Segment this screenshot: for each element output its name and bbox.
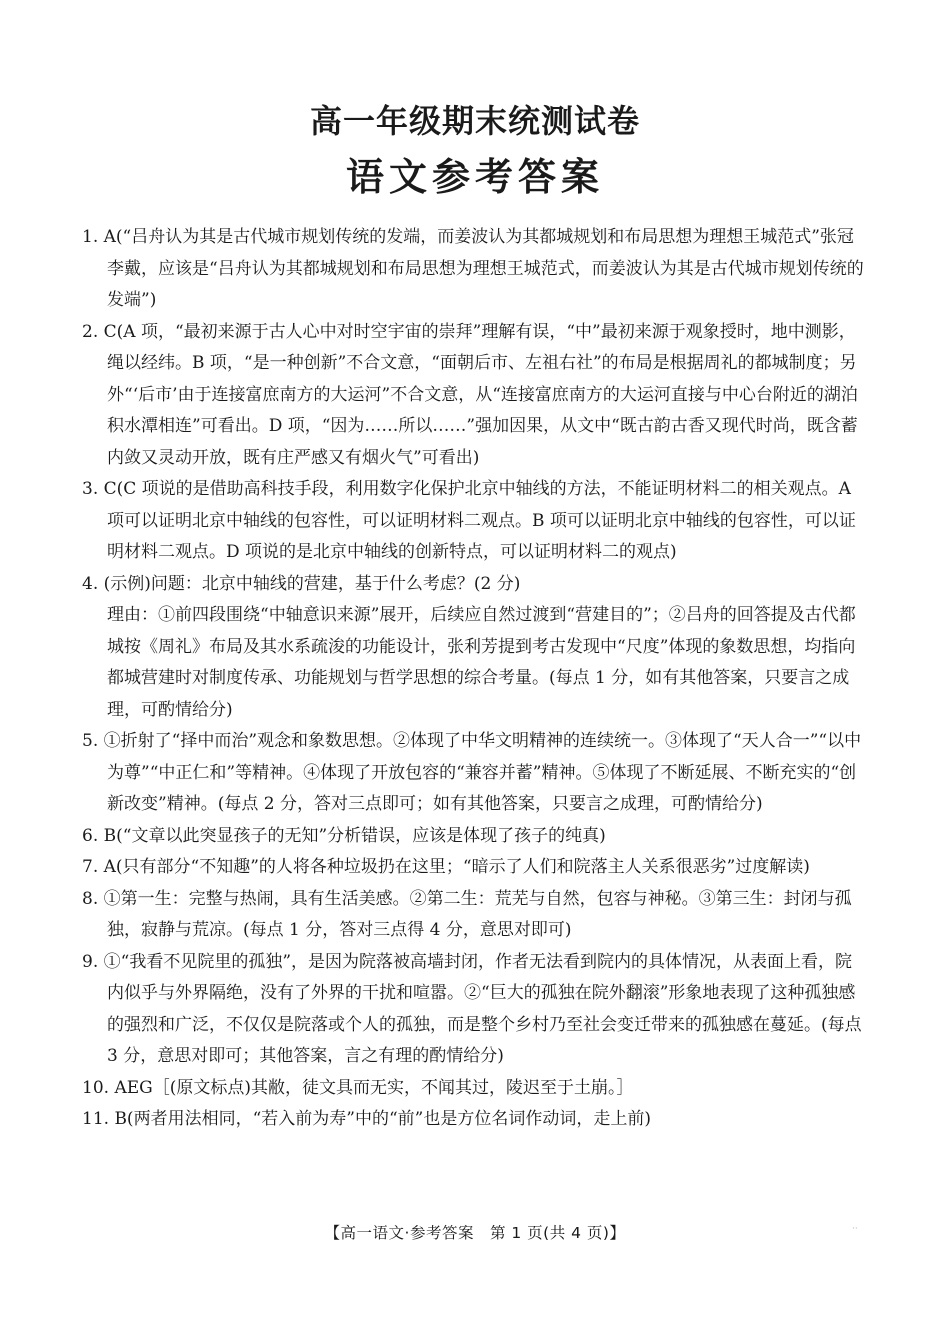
answer-item-8: 8. ①第一生：完整与热闹，具有生活美感。②第二生：荒芜与自然，包容与神秘。③第三生：封闭与孤独，寂静与荒凉。(每点 1 分，答对三点得 4 分，意思对即可): [82, 888, 852, 940]
page-title: 高一年级期末统测试卷: [309, 102, 640, 140]
page-footer: 【高一语文·参考答案 第 1 页(共 4 页)】: [324, 1224, 626, 1242]
answer-item-3: 3. C(C 项说的是借助高科技手段，利用数字化保护北京中轴线的方法，不能证明材料二的相关观点。A 项可以证明北京中轴线的包容性，可以证明材料二观点。B 项可以证明北京中轴线的包容性，可以证明材料二观点。D 项说的是北京中轴线的创新特点，可以证明材料二的观点): [82, 479, 856, 562]
answer-item-11: 11. B(两者用法相同，“若入前为寿”中的“前”也是方位名词作动词，走上前): [82, 1109, 651, 1129]
answer-item-1: 1. A(“吕舟认为其是古代城市规划传统的发端，而姜波认为其都城规划和布局思想为理想王城范式”张冠李戴，应该是“吕舟认为其都城规划和布局思想为理想王城范式，而姜波认为其是古代城市规划传统的发端”): [82, 227, 864, 310]
answer-item-4-reason: 理由：①前四段围绕“中轴意识来源”展开，后续应自然过渡到“营建目的”；②吕舟的回答提及古代都城按《周礼》布局及其水系疏浚的功能设计，张利芳提到考古发现中“尺度”体现的象数思想，均指向都城营建时对制度传承、功能规划与哲学思想的综合考量。(每点 1 分，如有其他答案，只要言之成理，可酌情给分): [107, 605, 856, 720]
answer-item-6: 6. B(“文章以此突显孩子的无知”分析错误，应该是体现了孩子的纯真): [82, 825, 606, 846]
answer-item-9: 9. ①“我看不见院里的孤独”，是因为院落被高墙封闭，作者无法看到院内的具体情况，从表面上看，院内似乎与外界隔绝，没有了外界的干扰和喧嚣。②“巨大的孤独在院外翻滚”形象地表现了这种孤独感的强烈和广泛，不仅仅是院落或个人的孤独，而是整个乡村乃至社会变迁带来的孤独感在蔓延。(每点 3 分，意思对即可；其他答案，言之有理的酌情给分): [82, 951, 862, 1066]
answer-item-4: 4. (示例)问题：北京中轴线的营建，基于什么考虑？(2 分): [82, 573, 521, 594]
answer-list: [82, 222, 868, 1136]
answer-item-7: 7. A(只有部分“不知趣”的人将各种垃圾扔在这里；“暗示了人们和院落主人关系很恶劣”过度解读): [82, 857, 810, 877]
corner-mark: ··: [852, 1224, 858, 1234]
answer-item-2: 2. C(A 项，“最初来源于古人心中对时空宇宙的崇拜”理解有误，“中”最初来源于观象授时，地中测影，绳以经纬。B 项，“是一种创新”不合文意，“面朝后市、左祖右社”的布局是根据周礼的都城制度；另外“‘后市’由于连接富庶南方的大运河”不合文意，从“连接富庶南方的大运河直接与中心台附近的湖泊积水潭相连”可看出。D 项，“因为……所以……”强加因果，从文中“既古韵古香又现代时尚，既含蓄内敛又灵动开放，既有庄严感又有烟火气”可看出): [82, 321, 858, 468]
answer-item-10: 10. AEG［(原文标点)其敝，徒文具而无实，不闻其过，陵迟至于土崩。］: [82, 1077, 634, 1098]
page-subtitle: 语文参考答案: [345, 155, 604, 199]
answer-item-5: 5. ①折射了“择中而治”观念和象数思想。②体现了中华文明精神的连续统一。③体现了“天人合一”“以中为尊”“中正仁和”等精神。④体现了开放包容的“兼容并蓄”精神。⑤体现了不断延展、不断充实的“创新改变”精神。(每点 2 分，答对三点即可；如有其他答案，只要言之成理，可酌情给分): [82, 731, 862, 814]
